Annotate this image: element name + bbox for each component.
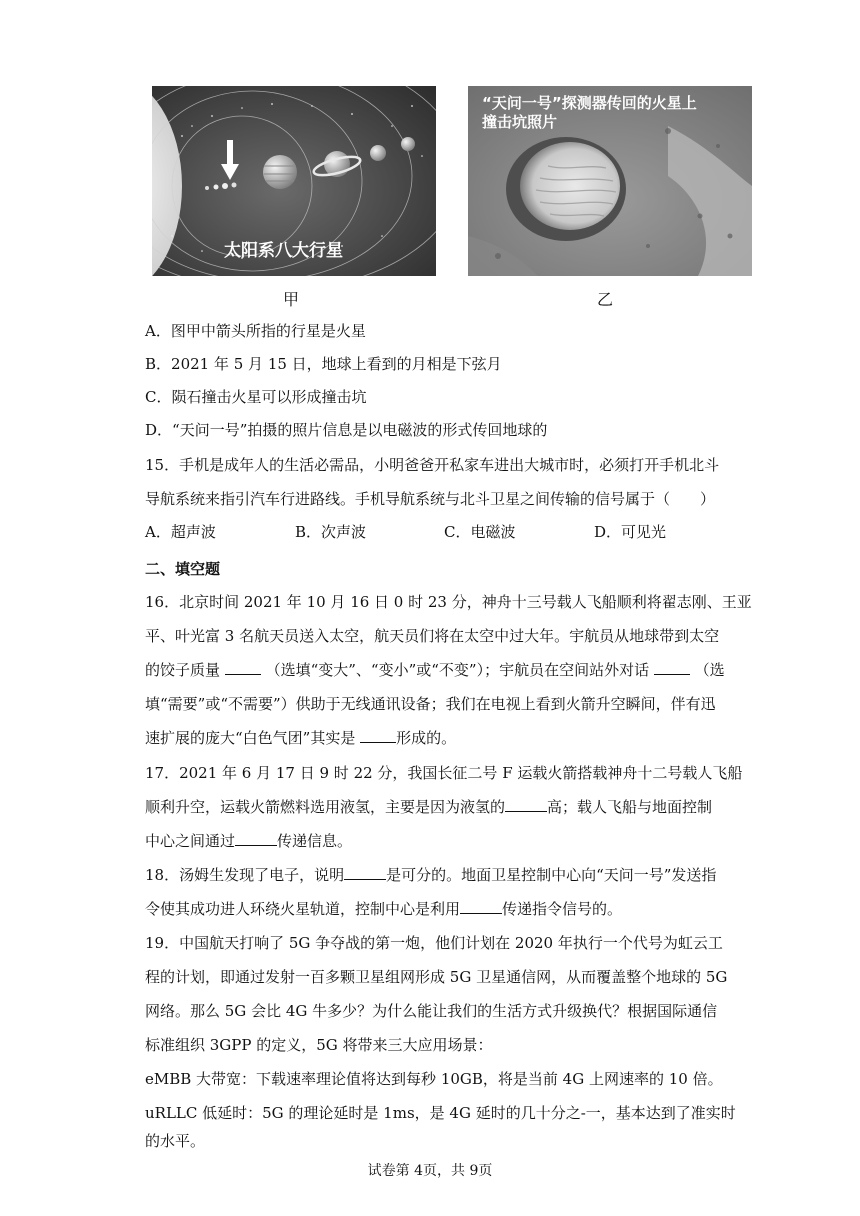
- q17-line-2-part-2: 高；载人飞船与地面控制: [547, 798, 713, 816]
- q19-line-5: eMBB 大带宽：下载速率理论值将达到每秒 10GB，将是当前 4G 上网速率的 10 倍。: [145, 1070, 723, 1088]
- q16-line-3-part-2: （选填“变大”、“变小”或“不变”）；宇航员在空间站外对话: [265, 661, 650, 679]
- answer-blank-2[interactable]: [654, 660, 690, 675]
- q17-line-3-part-2: 传递信息。: [277, 832, 353, 850]
- q18-line-2-part-1: 令使其成功进人环绕火星轨道，控制中心是利用: [145, 900, 461, 918]
- q18-line-2: [145, 899, 622, 919]
- q15-stem-line-2: 导航系统来指引汽车行进路线。手机导航系统与北斗卫星之间传输的信号属于（ ）: [145, 490, 716, 508]
- q16-line-3: [145, 660, 725, 680]
- answer-blank-5[interactable]: [235, 831, 277, 846]
- q16-line-3-part-3: （选: [694, 661, 725, 679]
- q14-option-d: D．“天问一号”拍摄的照片信息是以电磁波的形式传回地球的: [145, 421, 548, 439]
- q17-line-2: [145, 797, 712, 817]
- q19-line-6: uRLLC 低延时：5G 的理论延时是 1ms，是 4G 延时的几十分之-一，基本达到了准实时: [145, 1104, 736, 1122]
- q19-line-7: 的水平。: [145, 1132, 206, 1150]
- section-title: 二、填空题: [145, 560, 221, 578]
- page-footer: 试卷第 4页，共 9页: [367, 1163, 493, 1179]
- q17-line-1: 17．2021 年 6 月 17 日 9 时 22 分，我国长征二号 F 运载火箭搭载神舟十二号载人飞船: [145, 764, 743, 782]
- q15-option-b: B．次声波: [295, 523, 367, 541]
- q18-line-1-part-1: 18．汤姆生发现了电子，说明: [145, 866, 345, 884]
- crater-caption-line-2: 撞击坑照片: [482, 113, 558, 131]
- q18-line-1: [145, 865, 716, 885]
- q15-stem-line-1: 15．手机是成年人的生活必需品，小明爸爸开私家车进出大城市时，必须打开手机北斗: [145, 456, 720, 474]
- q18-line-1-part-2: 是可分的。地面卫星控制中心向“天问一号”发送指: [386, 866, 717, 884]
- q15-option-c: C．电磁波: [444, 523, 516, 541]
- q18-line-2-part-2: 传递指令信号的。: [502, 900, 623, 918]
- q16-line-5: [145, 728, 456, 748]
- answer-blank-6[interactable]: [344, 865, 386, 880]
- q14-option-b: B．2021 年 5 月 15 日，地球上看到的月相是下弦月: [145, 355, 502, 373]
- q14-option-c: C．陨石撞击火星可以形成撞击坑: [145, 388, 367, 406]
- q19-line-1: 19．中国航天打响了 5G 争夺战的第一炮，他们计划在 2020 年执行一个代号为虹云工: [145, 934, 723, 952]
- figure-b-caption: 乙: [597, 290, 614, 309]
- answer-blank-1[interactable]: [225, 660, 261, 675]
- solar-system-image: [152, 86, 436, 276]
- q19-line-3: 网络。那么 5G 会比 4G 牛多少？为什么能让我们的生活方式升级换代？根据国际通信: [145, 1002, 718, 1020]
- crater-caption-line-1: “天问一号”探测器传回的火星上: [482, 94, 697, 112]
- q15-option-a: A．超声波: [145, 523, 216, 541]
- mars-crater-image: [468, 86, 752, 276]
- q17-line-2-part-1: 顺利升空，运载火箭燃料选用液氢，主要是因为液氢的: [145, 798, 506, 816]
- solar-system-label: 太阳系八大行星: [224, 241, 343, 261]
- q16-line-5-part-1: 速扩展的庞大“白色气团”其实是: [145, 729, 356, 747]
- q16-line-5-part-2: 形成的。: [396, 729, 457, 747]
- q19-line-2: 程的计划，即通过发射一百多颗卫星组网形成 5G 卫星通信网，从而覆盖整个地球的 5G: [145, 968, 728, 986]
- answer-blank-7[interactable]: [460, 899, 502, 914]
- mars-crater-figure: [468, 86, 752, 276]
- q17-line-3-part-1: 中心之间通过: [145, 832, 236, 850]
- answer-blank-4[interactable]: [505, 797, 547, 812]
- q15-option-d: D．可见光: [594, 523, 667, 541]
- q16-line-1: 16．北京时间 2021 年 10 月 16 日 0 时 23 分，神舟十三号载人飞船顺利将翟志刚、王亚: [145, 593, 752, 611]
- q16-line-3-part-1: 的饺子质量: [145, 661, 221, 679]
- answer-blank-3[interactable]: [360, 728, 396, 743]
- q16-line-2: 平、叶光富 3 名航天员送入太空，航天员们将在太空中过大年。宇航员从地球带到太空: [145, 627, 720, 645]
- q19-line-4: 标准组织 3GPP 的定义，5G 将带来三大应用场景：: [145, 1036, 493, 1054]
- q16-line-4: 填“需要”或“不需要”）供助于无线通讯设备；我们在电视上看到火箭升空瞬间，伴有迅: [145, 695, 716, 713]
- solar-system-figure: [152, 86, 436, 276]
- q17-line-3: [145, 831, 352, 851]
- figure-a-caption: 甲: [283, 290, 300, 309]
- q14-option-a: A．图甲中箭头所指的行星是火星: [145, 322, 366, 340]
